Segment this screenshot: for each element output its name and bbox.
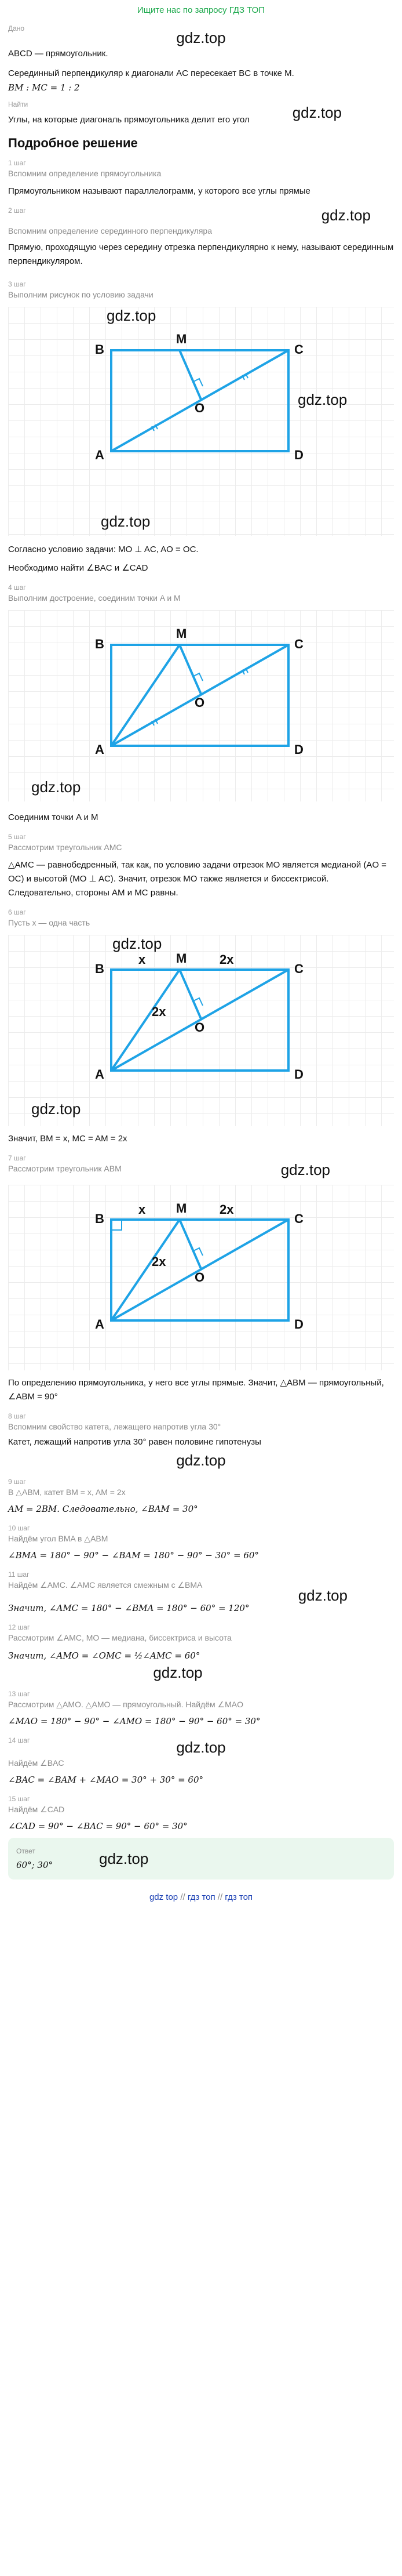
rectangle-diagram [8, 610, 394, 801]
footer-separator: // [180, 1892, 185, 1902]
step-label: 13 шаг [8, 1690, 30, 1698]
segment-2x-label: 2x [220, 1202, 234, 1217]
point-c-label: C [294, 637, 304, 651]
point-d-label: D [294, 742, 304, 757]
step-text: Прямую, проходящую через середину отрезка перпендикулярно к нему, называют серединным перпендикуляром. [8, 242, 394, 266]
given-label: Дано [8, 24, 25, 32]
diagram-1 [8, 307, 394, 536]
step-hint: В △ABM, катет BM = x, AM = 2x [8, 1487, 126, 1497]
point-m-label: M [176, 332, 187, 346]
point-b-label: B [95, 962, 104, 976]
answer-value: 60°; 30° [16, 1860, 53, 1870]
watermark: gdz.top [292, 104, 342, 121]
watermark: gdz.top [101, 513, 151, 530]
segment-am-label: 2x [152, 1004, 166, 1019]
step-text: Прямоугольником называют параллелограмм, у которого все углы прямые [8, 186, 310, 196]
watermark: gdz.top [321, 206, 371, 224]
rectangle-diagram [8, 1185, 394, 1370]
step-hint: Вспомним определение серединного перпендикуляра [8, 226, 213, 235]
step-label: 6 шаг [8, 908, 26, 916]
step-text-2: Необходимо найти ∠BAC и ∠CAD [8, 563, 148, 573]
step-text: Соединим точки A и M [8, 812, 98, 822]
diagram-4 [8, 1185, 394, 1370]
step-label: 8 шаг [8, 1412, 26, 1420]
point-b-label: B [95, 1211, 104, 1226]
step-hint: Вспомним определение прямоугольника [8, 169, 162, 178]
point-a-label: A [95, 742, 104, 757]
point-o-label: O [195, 1020, 205, 1035]
point-o-label: O [195, 401, 205, 415]
step-hint: Рассмотрим треугольник ABM [8, 1164, 122, 1173]
step-label: 5 шаг [8, 833, 26, 841]
point-a-label: A [95, 1067, 104, 1082]
point-a-label: A [95, 448, 104, 462]
step-text: Катет, лежащий напротив угла 30° равен половине гипотенузы [8, 1437, 261, 1447]
step-label: 9 шаг [8, 1478, 26, 1486]
diagram-3 [8, 935, 394, 1126]
point-a-label: A [95, 1317, 104, 1331]
step-label: 10 шаг [8, 1524, 30, 1532]
step-hint: Выполним достроение, соединим точки A и M [8, 593, 181, 603]
watermark: gdz.top [176, 1739, 226, 1756]
footer-links [8, 1892, 394, 1902]
solution-title: Подробное решение [8, 136, 138, 150]
point-c-label: C [294, 342, 304, 357]
watermark: gdz.top [31, 778, 81, 796]
step-label: 11 шаг [8, 1570, 30, 1579]
step-hint: Рассмотрим треугольник AMC [8, 843, 122, 852]
step-label: 2 шаг [8, 206, 26, 215]
watermark: gdz.top [280, 1161, 330, 1178]
find-label: Найти [8, 100, 28, 108]
point-d-label: D [294, 448, 304, 462]
step-hint: Пусть x — одна часть [8, 918, 90, 927]
step-label: 15 шаг [8, 1795, 30, 1803]
point-d-label: D [294, 1317, 304, 1331]
point-c-label: C [294, 1211, 304, 1226]
segment-am-label: 2x [152, 1254, 166, 1269]
segment-2x-label: 2x [220, 952, 234, 967]
point-m-label: M [176, 951, 187, 966]
watermark: gdz.top [31, 1100, 81, 1118]
given-line-1: ABCD — прямоугольник. [8, 49, 108, 59]
step-text: По определению прямоугольника, у него все углы прямые. Значит, △ABM — прямоугольный, ∠ABM = 90° [8, 1378, 384, 1402]
step-label: 1 шаг [8, 159, 26, 167]
step-label: 12 шаг [8, 1623, 30, 1631]
step-hint: Вспомним свойство катета, лежащего напротив угла 30° [8, 1422, 221, 1431]
step-text: ∠BAC = ∠BAM + ∠MAO = 30° + 30° = 60° [8, 1775, 204, 1785]
point-o-label: O [195, 1270, 205, 1285]
segment-x-label: x [138, 1202, 146, 1217]
step-hint: Рассмотрим △AMO. △AMO — прямоугольный. Найдём ∠MAO [8, 1700, 243, 1709]
watermark: gdz.top [99, 1849, 149, 1867]
rectangle-diagram [8, 307, 394, 536]
step-text: Значит, ∠AMC = 180° − ∠BMA = 180° − 60° = 120° [8, 1603, 250, 1613]
step-text: △AMC — равнобедренный, так как, по условию задачи отрезок MO является медианой (AO = OC) и высотой (MO ⊥ AC). Значит, отрезок MO также является и биссектрисой. Следовательно, стороны AM и MC равны. [8, 860, 387, 898]
watermark: gdz.top [176, 1452, 226, 1469]
step-text: AM = 2BM. Следовательно, ∠BAM = 30° [8, 1504, 198, 1514]
segment-x-label: x [138, 952, 146, 967]
watermark: gdz.top [107, 307, 156, 324]
point-o-label: O [195, 695, 205, 710]
step-hint: Найдём ∠BAC [8, 1758, 64, 1768]
step-hint: Выполним рисунок по условию задачи [8, 290, 154, 299]
step-label: 3 шаг [8, 280, 26, 288]
point-c-label: C [294, 962, 304, 976]
step-text: ∠MAO = 180° − 90° − ∠AMO = 180° − 90° − 60° = 30° [8, 1716, 261, 1726]
content [0, 24, 402, 1902]
given-line-3: BM : MC = 1 : 2 [8, 82, 80, 93]
step-hint: Найдём ∠CAD [8, 1805, 65, 1814]
step-text: ∠CAD = 90° − ∠BAC = 90° − 60° = 30° [8, 1821, 188, 1831]
find-text: Углы, на которые диагональ прямоугольника делит его угол [8, 115, 250, 125]
footer-link[interactable]: gdz top [149, 1892, 178, 1902]
answer-label: Ответ [16, 1847, 35, 1855]
step-hint: Найдём угол BMA в △ABM [8, 1534, 108, 1543]
step-hint: Найдём ∠AMC. ∠AMC является смежным с ∠BMA [8, 1580, 203, 1590]
footer-link[interactable]: гдз топ [187, 1892, 215, 1902]
top-search-link[interactable]: Ищите нас по запросу ГДЗ ТОП [137, 5, 265, 15]
step-text: ∠BMA = 180° − 90° − ∠BAM = 180° − 90° − 30° = 60° [8, 1550, 259, 1561]
watermark: gdz.top [176, 29, 226, 46]
footer-separator: // [217, 1892, 223, 1902]
watermark: gdz.top [298, 1587, 348, 1604]
watermark: gdz.top [298, 391, 348, 408]
point-b-label: B [95, 637, 104, 651]
step-hint: Рассмотрим ∠AMC, MO — медиана, биссектриса и высота [8, 1633, 232, 1642]
rectangle-diagram [8, 935, 394, 1126]
step-label: 4 шаг [8, 583, 26, 592]
step-text: Значит, BM = x, MC = AM = 2x [8, 1134, 127, 1144]
footer-link[interactable]: гдз топ [225, 1892, 253, 1902]
step-label: 14 шаг [8, 1736, 30, 1744]
point-b-label: B [95, 342, 104, 357]
watermark: gdz.top [112, 935, 162, 952]
point-d-label: D [294, 1067, 304, 1082]
diagram-2 [8, 610, 394, 801]
watermark: gdz.top [153, 1664, 203, 1681]
point-m-label: M [176, 1201, 187, 1216]
step-text: Согласно условию задачи: MO ⊥ AC, AO = OC. [8, 545, 199, 554]
answer-box [8, 1838, 394, 1880]
top-bar [0, 0, 402, 20]
point-m-label: M [176, 626, 187, 641]
step-text: Значит, ∠AMO = ∠OMC = ½∠AMC = 60° [8, 1650, 200, 1661]
step-label: 7 шаг [8, 1154, 26, 1162]
given-line-2: Серединный перпендикуляр к диагонали AC пересекает BC в точке M. [8, 68, 294, 78]
